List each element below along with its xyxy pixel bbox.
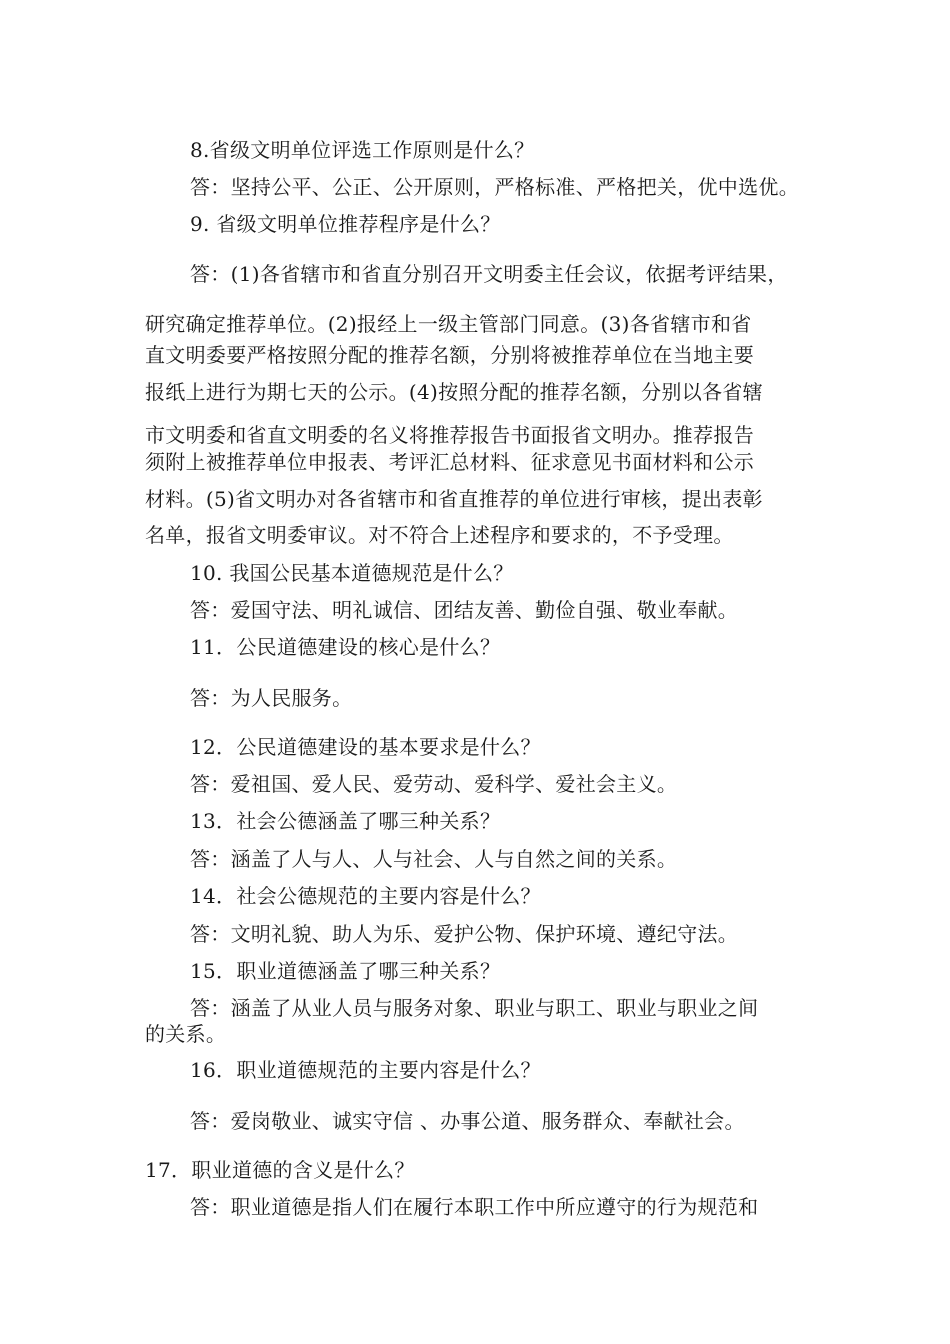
answer-15-line-1: 答：涵盖了从业人员与服务对象、职业与职工、职业与职业之间 [190,996,759,1020]
question-8: 8.省级文明单位评选工作原则是什么？ [190,138,535,162]
answer-8: 答：坚持公平、公正、公开原则，严格标准、严格把关，优中选优。 [190,175,799,199]
question-16: 16．职业道德规范的主要内容是什么？ [190,1058,541,1082]
question-10: 10. 我国公民基本道德规范是什么？ [190,561,514,585]
answer-9-line-5: 市文明委和省直文明委的名义将推荐报告书面报省文明办。推荐报告 [145,423,754,447]
answer-9-line-3: 直文明委要严格按照分配的推荐名额，分别将被推荐单位在当地主要 [145,343,754,367]
answer-9-line-4: 报纸上进行为期七天的公示。(4)按照分配的推荐名额，分别以各省辖 [145,380,763,404]
question-14: 14．社会公德规范的主要内容是什么？ [190,884,541,908]
answer-9-line-6: 须附上被推荐单位申报表、考评汇总材料、征求意见书面材料和公示 [145,450,754,474]
question-12: 12．公民道德建设的基本要求是什么？ [190,735,541,759]
question-11: 11．公民道德建设的核心是什么？ [190,635,501,659]
question-9: 9. 省级文明单位推荐程序是什么？ [190,212,501,236]
answer-14: 答：文明礼貌、助人为乐、爱护公物、保护环境、遵纪守法。 [190,922,739,946]
answer-10: 答：爱国守法、明礼诚信、团结友善、勤俭自强、敬业奉献。 [190,598,739,622]
answer-13: 答：涵盖了人与人、人与社会、人与自然之间的关系。 [190,847,678,871]
answer-9-line-1: 答：(1)各省辖市和省直分别召开文明委主任会议，依据考评结果， [190,262,788,286]
question-13: 13．社会公德涵盖了哪三种关系？ [190,809,501,833]
answer-12: 答：爱祖国、爱人民、爱劳动、爱科学、爱社会主义。 [190,772,678,796]
question-15: 15．职业道德涵盖了哪三种关系？ [190,959,501,983]
answer-11: 答：为人民服务。 [190,686,353,710]
answer-17: 答：职业道德是指人们在履行本职工作中所应遵守的行为规范和 [190,1195,759,1219]
answer-9-line-7: 材料。(5)省文明办对各省辖市和省直推荐的单位进行审核，提出表彰 [145,487,763,511]
answer-9-line-2: 研究确定推荐单位。(2)报经上一级主管部门同意。(3)各省辖市和省 [145,312,752,336]
answer-15-line-2: 的关系。 [145,1022,227,1046]
question-17: 17．职业道德的含义是什么？ [145,1158,415,1182]
answer-16: 答：爱岗敬业、诚实守信 、办事公道、服务群众、奉献社会。 [190,1109,745,1133]
answer-9-line-8: 名单，报省文明委审议。对不符合上述程序和要求的，不予受理。 [145,523,734,547]
